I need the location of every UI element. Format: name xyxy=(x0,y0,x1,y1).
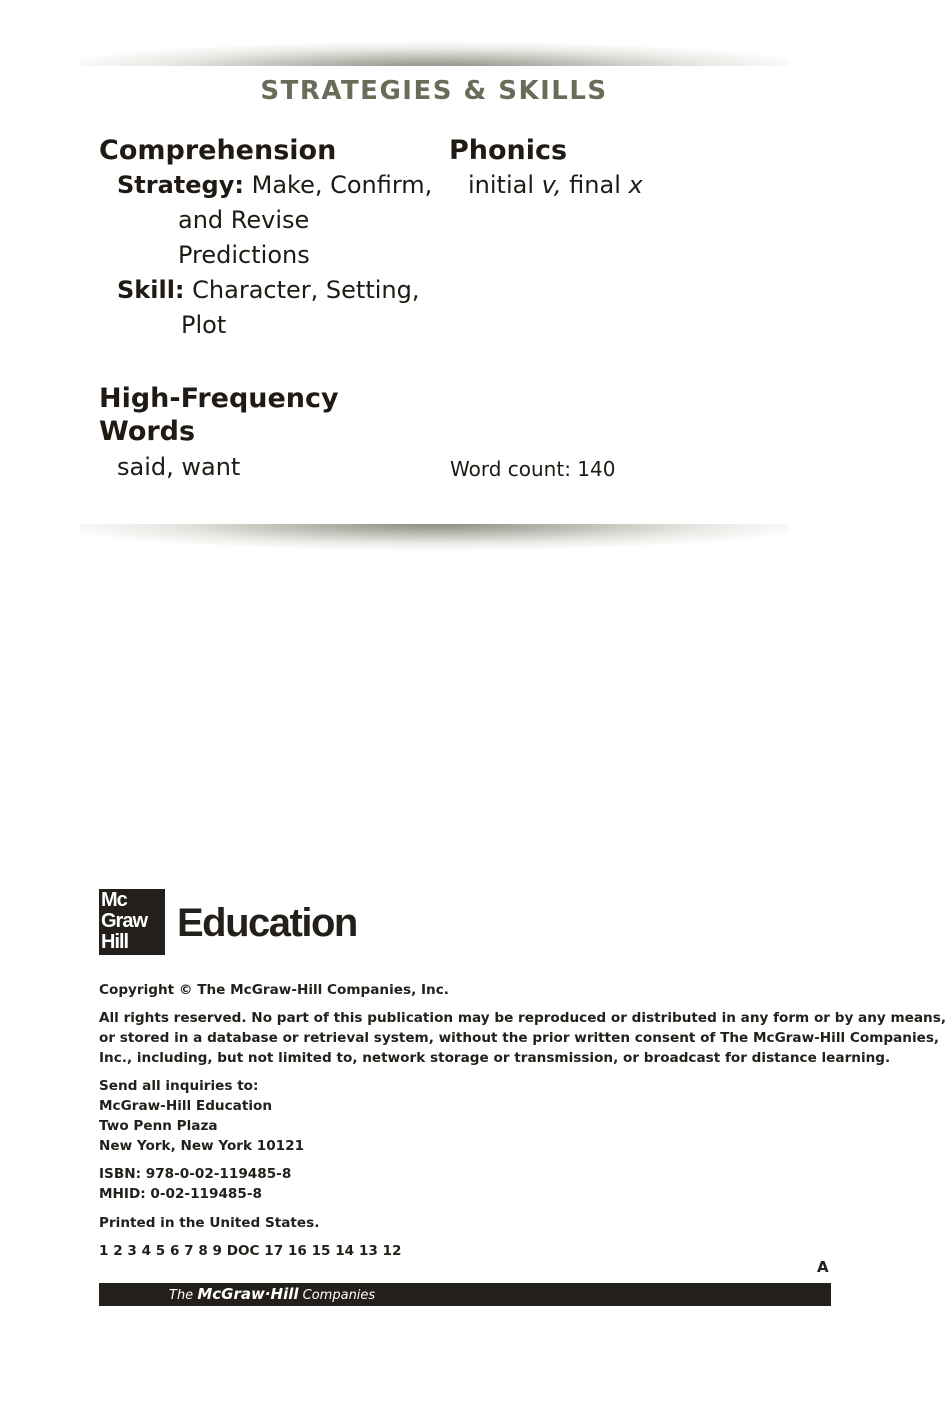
inquiries-label: Send all inquiries to: xyxy=(99,1078,259,1094)
strategies-panel xyxy=(80,66,788,526)
strategy-label: Strategy: xyxy=(117,171,244,199)
phonics-middle: final xyxy=(569,171,621,199)
high-frequency-heading-1: High-Frequency xyxy=(99,383,339,414)
address-line-3: New York, New York 10121 xyxy=(99,1138,305,1154)
skill-label: Skill: xyxy=(117,276,185,304)
footer-bar xyxy=(99,1283,831,1306)
strategy-text-2: and Revise xyxy=(178,206,310,234)
word-count: Word count: 140 xyxy=(450,457,616,481)
phonics-letter-2: x xyxy=(628,171,643,199)
footer-the: The xyxy=(169,1288,194,1303)
skill-line xyxy=(117,273,419,308)
phonics-letter-1: v, xyxy=(541,171,562,199)
copyright-line: Copyright © The McGraw-Hill Companies, Inc. xyxy=(99,982,449,998)
logo-education-word: Education xyxy=(177,901,357,945)
phonics-prefix: initial xyxy=(468,171,534,199)
isbn: ISBN: 978-0-02-119485-8 xyxy=(99,1166,292,1182)
mcgraw-hill-logo xyxy=(99,889,165,955)
phonics-heading: Phonics xyxy=(449,135,568,166)
strategy-text-3: Predictions xyxy=(178,241,310,269)
print-line: 1 2 3 4 5 6 7 8 9 DOC 17 16 15 14 13 12 xyxy=(99,1243,402,1259)
phonics-text xyxy=(468,168,643,203)
edition-letter: A xyxy=(817,1258,829,1276)
rights-line-3: Inc., including, but not limited to, network storage or transmission, or broadcast for distance learning. xyxy=(99,1050,891,1066)
footer-companies: Companies xyxy=(302,1288,376,1303)
strategy-line xyxy=(117,168,432,203)
high-frequency-heading-2: Words xyxy=(99,416,196,447)
footer-logo-text xyxy=(169,1286,375,1304)
logo-line-2: Graw xyxy=(101,910,148,932)
rights-line-1: All rights reserved. No part of this publication may be reproduced or distributed in any form or by any means, xyxy=(99,1010,946,1026)
panel-bottom-shadow xyxy=(80,524,788,554)
logo-line-1: Mc xyxy=(101,889,127,911)
panel-title: STRATEGIES & SKILLS xyxy=(260,76,608,106)
panel-top-shadow xyxy=(80,38,788,68)
comprehension-heading: Comprehension xyxy=(99,135,337,166)
skill-text-1: Character, Setting, xyxy=(192,276,420,304)
strategy-text-1: Make, Confirm, xyxy=(251,171,433,199)
high-frequency-words: said, want xyxy=(117,453,241,481)
printed-in: Printed in the United States. xyxy=(99,1215,320,1231)
address-line-1: McGraw-Hill Education xyxy=(99,1098,273,1114)
rights-line-2: or stored in a database or retrieval system, without the prior written consent of The McGraw-Hill Companies, xyxy=(99,1030,940,1046)
skill-text-2: Plot xyxy=(181,311,227,339)
logo-line-3: Hill xyxy=(101,931,129,953)
mhid: MHID: 0-02-119485-8 xyxy=(99,1186,262,1202)
address-line-2: Two Penn Plaza xyxy=(99,1118,218,1134)
footer-brand: McGraw·Hill xyxy=(197,1285,299,1303)
